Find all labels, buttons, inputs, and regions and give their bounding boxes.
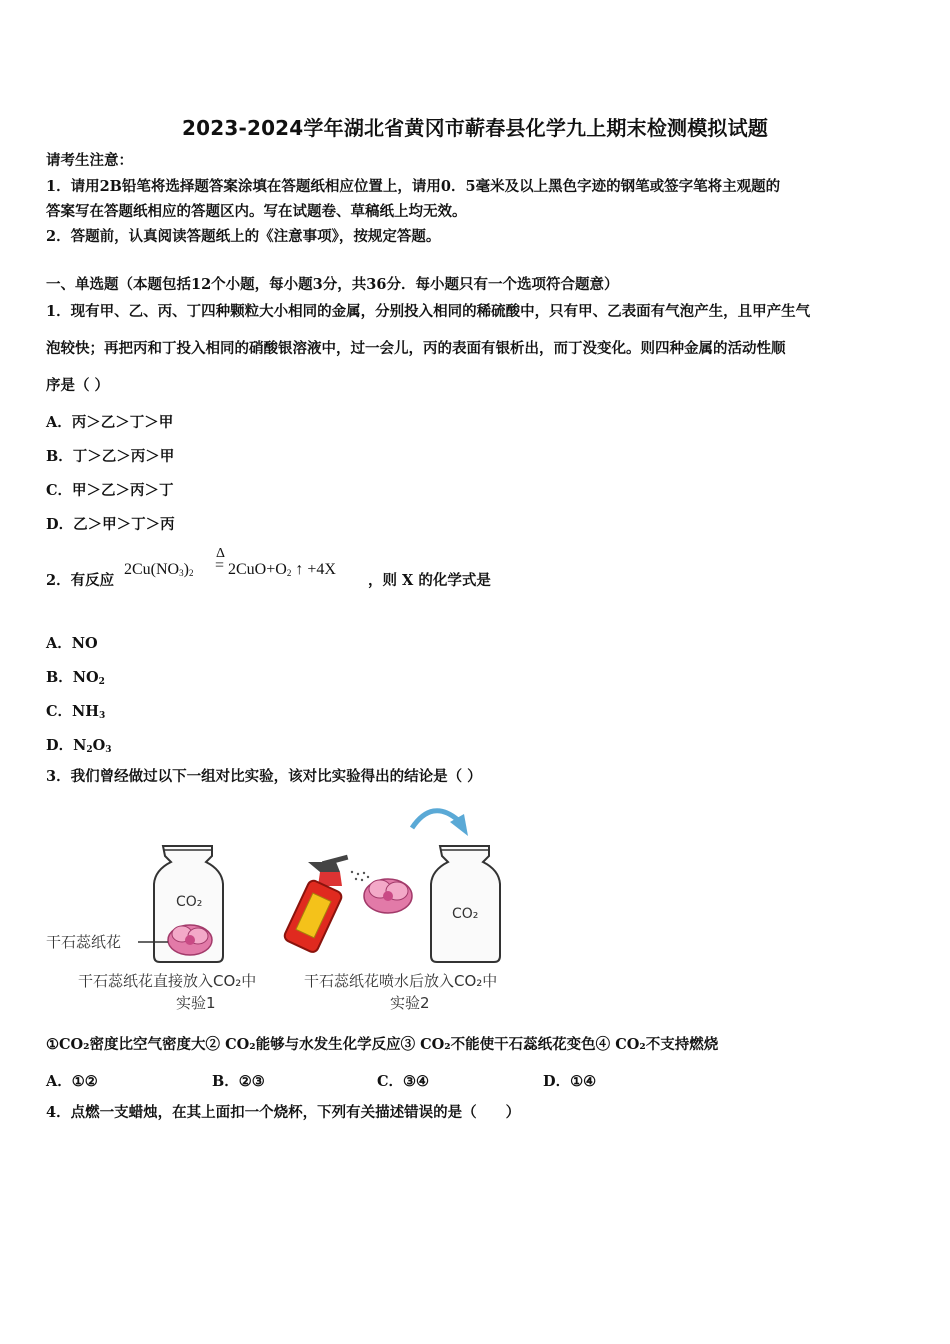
q1-option-b[interactable] xyxy=(46,445,174,466)
formula-product-x: +4X xyxy=(307,561,336,578)
q3-option-d[interactable] xyxy=(543,1070,596,1091)
formula-sub: 3 xyxy=(179,568,184,578)
flower-icon xyxy=(364,879,412,913)
option-sub: 3 xyxy=(105,745,112,755)
q3-option-b[interactable] xyxy=(212,1070,265,1091)
option-sub: 2 xyxy=(86,745,93,755)
option-text-tail: O xyxy=(92,737,106,754)
q1-stem-line-1: 1．现有甲、乙、丙、丁四种颗粒大小相同的金属，分别投入相同的稀硫酸中，只有甲、乙表面有气泡产生，且甲产生气 xyxy=(46,303,811,320)
option-text: 乙＞甲＞丁＞丙 xyxy=(73,516,175,533)
gas-jar-1 xyxy=(154,846,223,962)
option-text: ②③ xyxy=(238,1073,265,1090)
notice-line-1: 1．请用2B铅笔将选择题答案涂填在答题纸相应位置上，请用0．5毫米及以上黑色字迹的钢笔或签字笔将主观题的 xyxy=(46,178,781,195)
q2-option-b[interactable] xyxy=(46,666,105,687)
formula-product: 2CuO+O xyxy=(228,561,287,578)
experiment-1-label: 实验1 xyxy=(176,994,216,1012)
option-sub: 2 xyxy=(98,677,105,687)
option-key: D． xyxy=(46,516,74,533)
experiment-2-label: 实验2 xyxy=(390,994,430,1012)
option-key: C． xyxy=(46,703,73,720)
q1-option-d[interactable] xyxy=(46,513,175,534)
q1-stem-line-2: 泡较快；再把丙和丁投入相同的硝酸银溶液中，过一会儿，丙的表面有银析出，而丁没变化。则四种金属的活动性顺 xyxy=(46,340,786,357)
formula-sub: 2 xyxy=(188,568,194,578)
notice-line-2: 答案写在答题纸相应的答题区内。写在试题卷、草稿纸上均无效。 xyxy=(46,203,467,220)
experiment-2-caption: 干石蕊纸花喷水后放入CO₂中 xyxy=(304,972,498,990)
q3-option-c[interactable] xyxy=(377,1070,429,1091)
gas-arrow: ↑ xyxy=(295,561,304,578)
option-text: 丙＞乙＞丁＞甲 xyxy=(71,414,174,431)
experiment-figure xyxy=(40,800,540,1022)
q2-option-a[interactable] xyxy=(46,632,98,653)
formula-sub: 2 xyxy=(286,568,292,578)
option-text: ③④ xyxy=(403,1073,430,1090)
q2-option-d[interactable] xyxy=(46,734,112,755)
option-key: B． xyxy=(46,448,73,465)
notice-heading: 请考生注意： xyxy=(46,152,133,169)
option-text: 丁＞乙＞丙＞甲 xyxy=(72,448,175,465)
spray-bottle-icon xyxy=(283,855,369,954)
option-key: A． xyxy=(46,1073,72,1090)
option-key: C． xyxy=(377,1073,404,1090)
q4-stem: 4．点燃一支蜡烛，在其上面扣一个烧杯，下列有关描述错误的是（ ） xyxy=(46,1104,521,1121)
q1-stem-line-3: 序是（ ） xyxy=(46,377,110,394)
reaction-formula xyxy=(124,548,374,588)
option-key: A． xyxy=(46,414,72,431)
q3-option-a[interactable] xyxy=(46,1070,98,1091)
option-key: D． xyxy=(543,1073,571,1090)
curved-arrow-icon xyxy=(412,811,468,836)
page-title: 2023-2024学年湖北省黄冈市蕲春县化学九上期末检测模拟试题 xyxy=(181,116,769,140)
jar1-gas-label: CO₂ xyxy=(176,894,203,910)
option-text: NO xyxy=(71,635,98,652)
option-key: B． xyxy=(212,1073,239,1090)
q3-stem: 3．我们曾经做过以下一组对比实验，该对比实验得出的结论是（ ） xyxy=(46,768,482,785)
q2-option-c[interactable] xyxy=(46,700,105,721)
section-heading: 一、单选题（本题包括12个小题，每小题3分，共36分．每小题只有一个选项符合题意） xyxy=(46,276,619,293)
option-sub: 3 xyxy=(99,711,106,721)
experiment-1-caption: 干石蕊纸花直接放入CO₂中 xyxy=(78,972,257,990)
option-text: NO xyxy=(72,669,99,686)
option-text: NH xyxy=(72,703,100,720)
option-key: A． xyxy=(46,635,72,652)
gas-jar-2 xyxy=(431,846,500,962)
q2-prefix: 2．有反应 xyxy=(46,572,115,589)
option-text: ①④ xyxy=(570,1073,597,1090)
flower-icon xyxy=(168,925,212,955)
q3-conclusions: ①CO₂密度比空气密度大② CO₂能够与水发生化学反应③ CO₂不能使干石蕊纸花变色④ CO₂不支持燃烧 xyxy=(46,1036,719,1053)
q1-option-c[interactable] xyxy=(46,479,174,500)
q1-option-a[interactable] xyxy=(46,411,173,432)
equals-sign: = xyxy=(215,557,225,574)
notice-line-3: 2．答题前，认真阅读答题纸上的《注意事项》，按规定答题。 xyxy=(46,228,441,245)
option-key: D． xyxy=(46,737,74,754)
q2-suffix: ，则 X 的化学式是 xyxy=(368,572,491,589)
formula-reactant: 2Cu(NO xyxy=(124,561,180,578)
option-text: 甲＞乙＞丙＞丁 xyxy=(72,482,174,499)
option-key: B． xyxy=(46,669,73,686)
dry-paper-flower-label: 干石蕊纸花 xyxy=(46,933,122,951)
formula-paren: ) xyxy=(183,561,189,578)
jar2-gas-label: CO₂ xyxy=(452,906,479,922)
option-key: C． xyxy=(46,482,73,499)
heat-condition: Δ xyxy=(216,546,226,561)
option-text: N xyxy=(73,737,87,754)
option-text: ①② xyxy=(71,1073,98,1090)
